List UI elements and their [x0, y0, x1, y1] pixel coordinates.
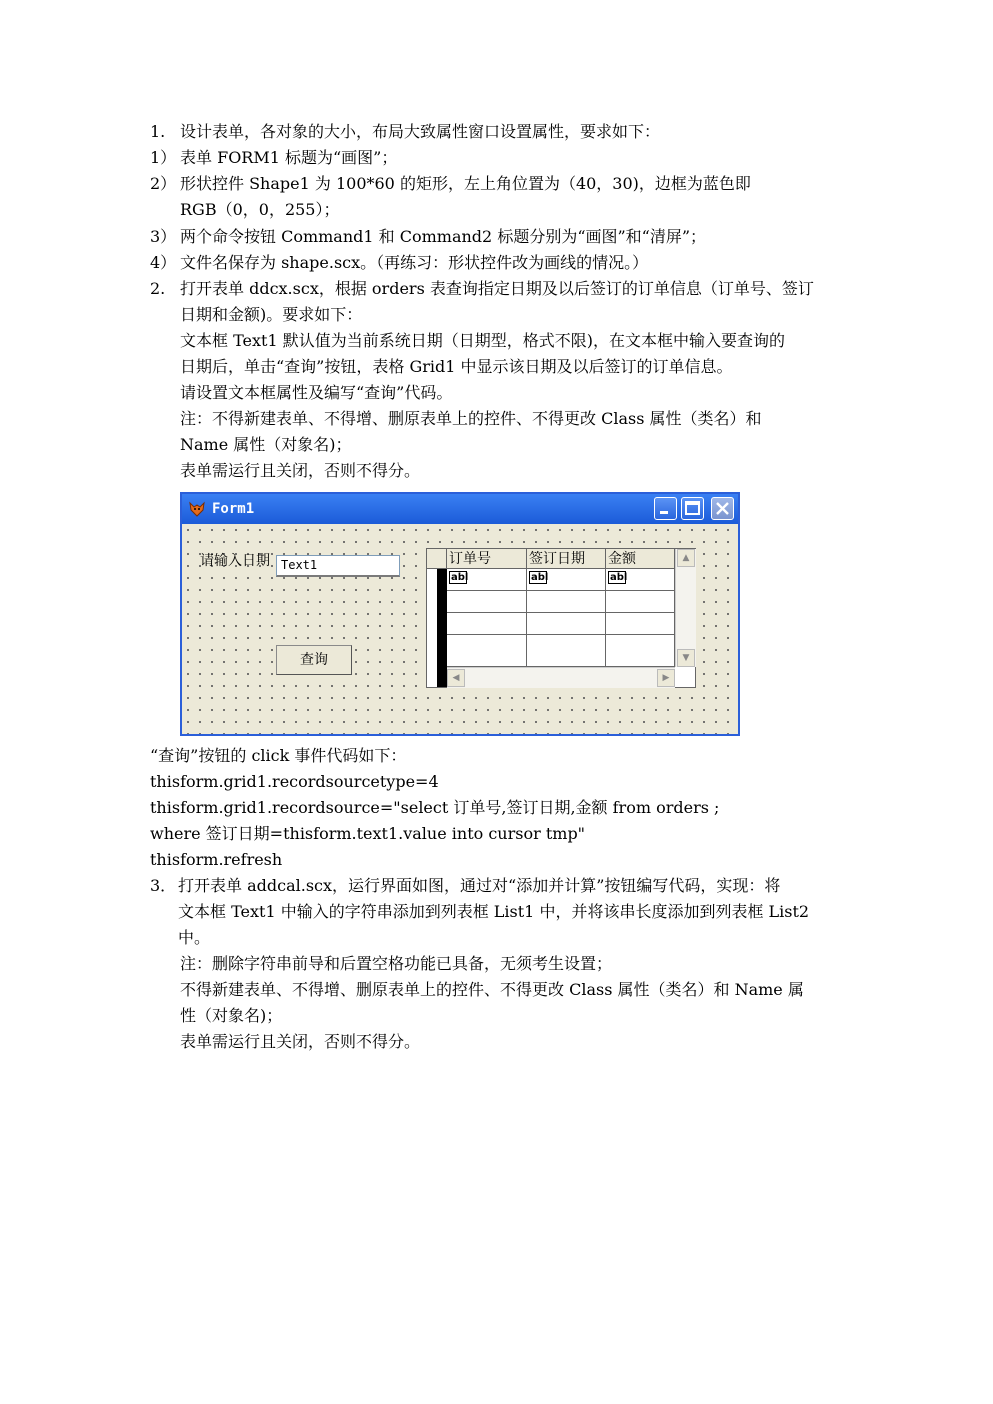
maximize-icon	[682, 498, 703, 519]
document-line: 文本框 Text1 默认值为当前系统日期（日期型，格式不限)，在文本框中输入要查询的	[180, 331, 785, 350]
document-line: 注：不得新建表单、不得增、删原表单上的控件、不得更改 Class 属性（类名）和	[180, 409, 762, 428]
document-line: 文件名保存为 shape.scx。（再练习：形状控件改为画线的情况。）	[180, 253, 649, 272]
grid-cell[interactable]	[447, 591, 527, 613]
document-line: 注：删除字符串前导和后置空格功能已具备，无须考生设置；	[180, 954, 613, 973]
grid-cell[interactable]	[527, 613, 606, 635]
document-line: 日期和金额)。要求如下：	[180, 305, 363, 324]
item-number: 3．	[150, 876, 177, 895]
grid-cell[interactable]	[606, 613, 675, 635]
code-line: where 签订日期=thisform.text1.value into cursor tmp"	[150, 824, 586, 843]
grid-header-amount[interactable]: 金额	[606, 549, 675, 569]
minimize-button[interactable]	[654, 497, 677, 520]
grid-cell[interactable]	[606, 569, 675, 591]
grid-header-order-no[interactable]: 订单号	[447, 549, 527, 569]
item-number: 4）	[150, 253, 177, 272]
grid-horizontal-scrollbar[interactable]	[447, 667, 675, 688]
grid-cell[interactable]	[447, 635, 527, 667]
document-line: 表单 FORM1 标题为“画图”；	[180, 148, 398, 167]
form1-window	[180, 492, 740, 736]
close-button[interactable]	[711, 497, 734, 520]
document-line: Name 属性（对象名)；	[180, 435, 352, 454]
document-line: 表单需运行且关闭，否则不得分。	[180, 1032, 421, 1051]
query-button[interactable]: 查询	[276, 645, 352, 675]
grid1[interactable]	[426, 548, 696, 688]
maximize-button[interactable]	[681, 497, 704, 520]
code-line: thisform.grid1.recordsourcetype=4	[150, 772, 439, 791]
item-number: 1.	[150, 122, 166, 141]
document-line: RGB（0，0，255）；	[180, 200, 340, 219]
item-number: 3）	[150, 227, 177, 246]
document-line: 文本框 Text1 中输入的字符串添加到列表框 List1 中，并将该串长度添加到列表框 List2	[178, 902, 810, 921]
grid-cell[interactable]	[527, 591, 606, 613]
document-line: 不得新建表单、不得增、删原表单上的控件、不得更改 Class 属性（类名）和 Name 属	[180, 980, 804, 999]
item-number: 1）	[150, 148, 177, 167]
grid-cell[interactable]	[606, 591, 675, 613]
scroll-right-icon[interactable]: ▶	[657, 669, 675, 687]
grid-cell[interactable]	[527, 635, 606, 667]
textbox-control-icon: abl	[531, 572, 549, 583]
grid-corner	[427, 549, 447, 569]
document-line: 设计表单，各对象的大小，布局大致属性窗口设置属性，要求如下：	[180, 122, 661, 141]
code-intro-line: “查询”按钮的 click 事件代码如下：	[150, 746, 407, 765]
scroll-left-icon[interactable]: ◀	[447, 669, 465, 687]
code-line: thisform.refresh	[150, 850, 283, 869]
close-icon	[712, 498, 733, 519]
item-number: 2）	[150, 174, 177, 193]
grid-cell[interactable]	[447, 613, 527, 635]
scroll-up-icon[interactable]: ▲	[677, 549, 695, 567]
window-titlebar	[182, 494, 738, 524]
document-line: 日期后，单击“查询”按钮，表格 Grid1 中显示该日期及以后签订的订单信息。	[180, 357, 733, 376]
grid-vertical-scrollbar[interactable]	[675, 549, 696, 667]
grid-cell[interactable]	[606, 635, 675, 667]
foxpro-fox-icon	[188, 500, 206, 518]
grid-cell[interactable]	[527, 569, 606, 591]
item-number: 2.	[150, 279, 166, 298]
textbox-control-icon: abl	[610, 572, 628, 583]
minimize-icon	[655, 498, 676, 519]
document-line: 打开表单 ddcx.scx，根据 orders 表查询指定日期及以后签订的订单信息（订单号、签订	[180, 279, 814, 298]
grid-row-selector	[437, 569, 447, 687]
date-prompt-label: 请输入日期	[200, 553, 270, 569]
document-line: 请设置文本框属性及编写“查询”代码。	[180, 383, 453, 402]
text1-input[interactable]: Text1	[276, 555, 400, 577]
document-line: 打开表单 addcal.scx，运行界面如图，通过对“添加并计算”按钮编写代码，实现：将	[178, 876, 781, 895]
grid-cell[interactable]	[447, 569, 527, 591]
form-client-area	[182, 524, 738, 734]
scroll-down-icon[interactable]: ▼	[677, 649, 695, 667]
document-line: 中。	[178, 928, 211, 947]
document-line: 形状控件 Shape1 为 100*60 的矩形，左上角位置为（40，30)，边框为蓝色即	[180, 174, 751, 193]
document-line: 表单需运行且关闭，否则不得分。	[180, 461, 421, 480]
window-title: Form1	[212, 501, 255, 517]
document-line: 两个命令按钮 Command1 和 Command2 标题分别为“画图”和“清屏”；	[180, 227, 707, 246]
document-line: 性（对象名)；	[180, 1006, 283, 1025]
grid-header-sign-date[interactable]: 签订日期	[527, 549, 606, 569]
code-line: thisform.grid1.recordsource="select 订单号,签订日期,金额 from orders ;	[150, 798, 720, 817]
textbox-control-icon: abl	[451, 572, 469, 583]
